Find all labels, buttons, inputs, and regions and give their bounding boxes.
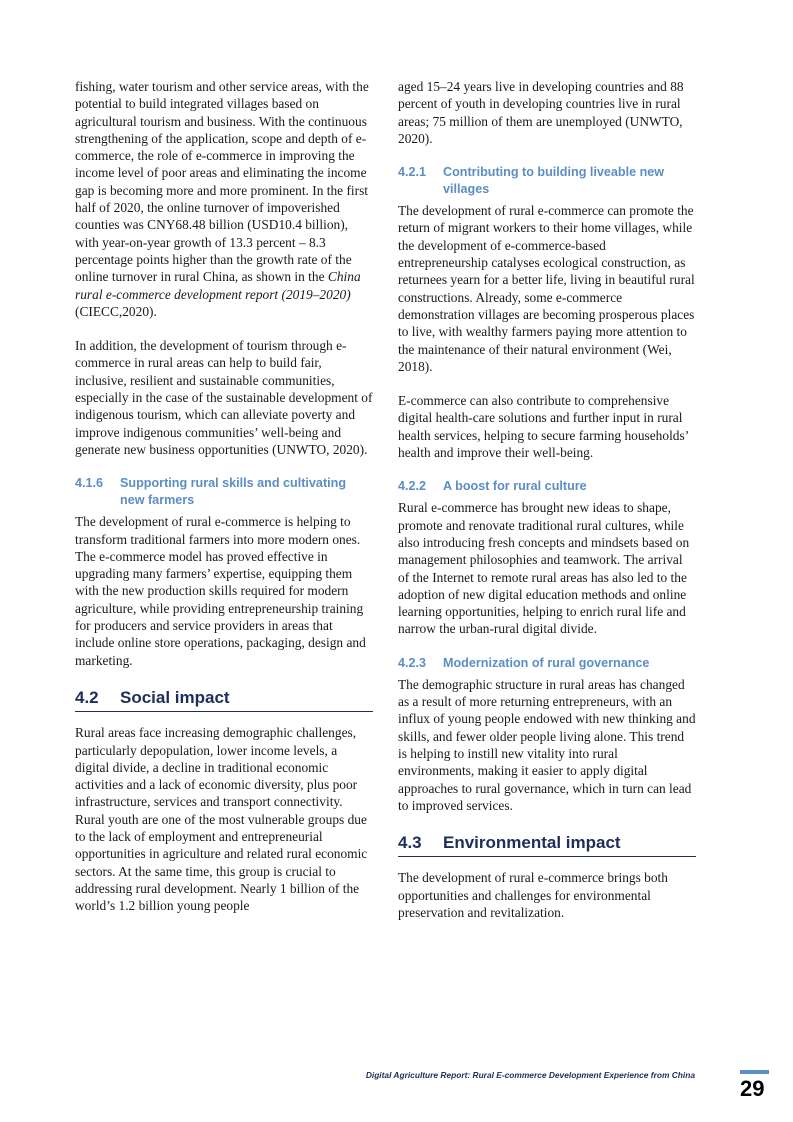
heading-title: Supporting rural skills and cultivating new farmers (120, 476, 347, 508)
section-heading-4-3 (398, 834, 696, 857)
heading-title: Environmental impact (443, 833, 621, 853)
paragraph: Rural areas face increasing demographic challenges, particularly depopulation, lower income levels, a digital divide, a decline in traditional economic activities and a lack of economic diversity, plus poor infrastructure, services and transport connectivity. Rural youth are one of the most vulnerable groups due to the lack of employment and entrepreneurial opportunities in agriculture and related rural economic sectors. At the same time, this group is crucial to addressing rural development. Nearly 1 billion of the world’s 1.2 billion young people (75, 725, 368, 914)
paragraph: aged 15–24 years live in developing countries and 88 percent of youth in developing countries live in rural areas; 75 million of them are unemployed (UNWTO, 2020). (398, 79, 684, 146)
heading-number: 4.3 (398, 833, 422, 853)
subsection-heading-4-2-3 (398, 655, 696, 672)
heading-title: A boost for rural culture (443, 479, 587, 494)
citation: (CIECC,2020). (75, 303, 157, 319)
paragraph: The development of rural e-commerce can promote the return of migrant workers to their home villages, while the development of e-commerce-based entrepreneurship catalyses ecological construction, as returnees yearn for a better life, living in beautiful rural constructions. Already, some e-commerce demonstration villages are becoming prosperous places to live, with wealthy farmers paying more attention to the maintenance of their natural environment (Wei, 2018). (398, 203, 695, 374)
heading-title: Social impact (120, 687, 230, 707)
heading-number: 4.2.1 (398, 165, 427, 180)
paragraph: Rural e-commerce has brought new ideas to shape, promote and renovate traditional rural cultures, while also introducing fresh concepts and mindsets based on management philosophies and teamwork. The arrival of the Internet to remote rural areas has also led to the adoption of new digital education methods and online learning opportunities, helping to enrich rural life and narrow the urban-rural digital divide. (398, 500, 690, 637)
heading-number: 4.1.6 (75, 476, 104, 491)
footer-report-title: Digital Agriculture Report: Rural E-commerce Development Experience from China (365, 1070, 695, 1080)
heading-number: 4.2 (75, 687, 99, 707)
right-column (398, 78, 696, 938)
page-number: 29 (740, 1076, 765, 1101)
paragraph: The development of rural e-commerce is helping to transform traditional farmers into more modern ones. The e-commerce model has proved effective in upgrading many farmers’ expertise, equipping them with the new production skills required for modern agriculture, while providing entrepreneurship training for producers and service providers in areas that include online store operations, packaging, design and marketing. (75, 514, 366, 668)
heading-number: 4.2.3 (398, 655, 427, 670)
subsection-heading-4-1-6 (75, 475, 373, 509)
report-title-citation: China rural e-commerce development report (2019–2020) (75, 269, 361, 302)
subsection-heading-4-2-2 (398, 478, 696, 495)
paragraph: In addition, the development of tourism through e-commerce in rural areas can help to build fair, inclusive, resilient and sustainable communities, especially in the case of the sustainable development of indigenous tourism, which can alleviate poverty and improve indigenous communities’ well-being and generate new business opportunities (UNWTO, 2020). (75, 338, 373, 457)
paragraph: The demographic structure in rural areas has changed as a result of more returning entrepreneurs, with an influx of young people endowed with new thinking and skills, and fewer older people living alone. This trend is helping to instill new vitality into rural environments, making it easier to apply digital approaches to rural governance, which in turn can lead to improved services. (398, 676, 696, 813)
subsection-heading-4-2-1 (398, 164, 696, 198)
page-number-bar (740, 1070, 769, 1074)
paragraph: E-commerce can also contribute to comprehensive digital health-care solutions and further input in rural health services, helping to secure farming households’ health and improve their well-being. (398, 393, 689, 461)
section-heading-4-2 (75, 689, 373, 712)
left-column (75, 78, 373, 931)
heading-title: Modernization of rural governance (443, 655, 650, 670)
paragraph: The development of rural e-commerce brings both opportunities and challenges for environmental preservation and revitalization. (398, 870, 668, 920)
heading-title: Contributing to building liveable new villages (443, 165, 665, 197)
heading-number: 4.2.2 (398, 479, 427, 494)
paragraph (75, 78, 373, 320)
paragraph-text: fishing, water tourism and other service areas, with the potential to build integrated villages based on agricultural tourism and business. With the continuous strengthening of the application, scope and depth of e-commerce, the role of e-commerce in improving the income level of poor areas and eliminating the income gap is becoming more and more prominent. In the first half of 2020, the online turnover of impoverished counties was CNY68.48 billion (USD10.4 billion), with year-on-year growth of 13.3 percent – 8.3 percentage points higher than the growth rate of the online turnover in rural China, as shown in the (75, 79, 369, 285)
